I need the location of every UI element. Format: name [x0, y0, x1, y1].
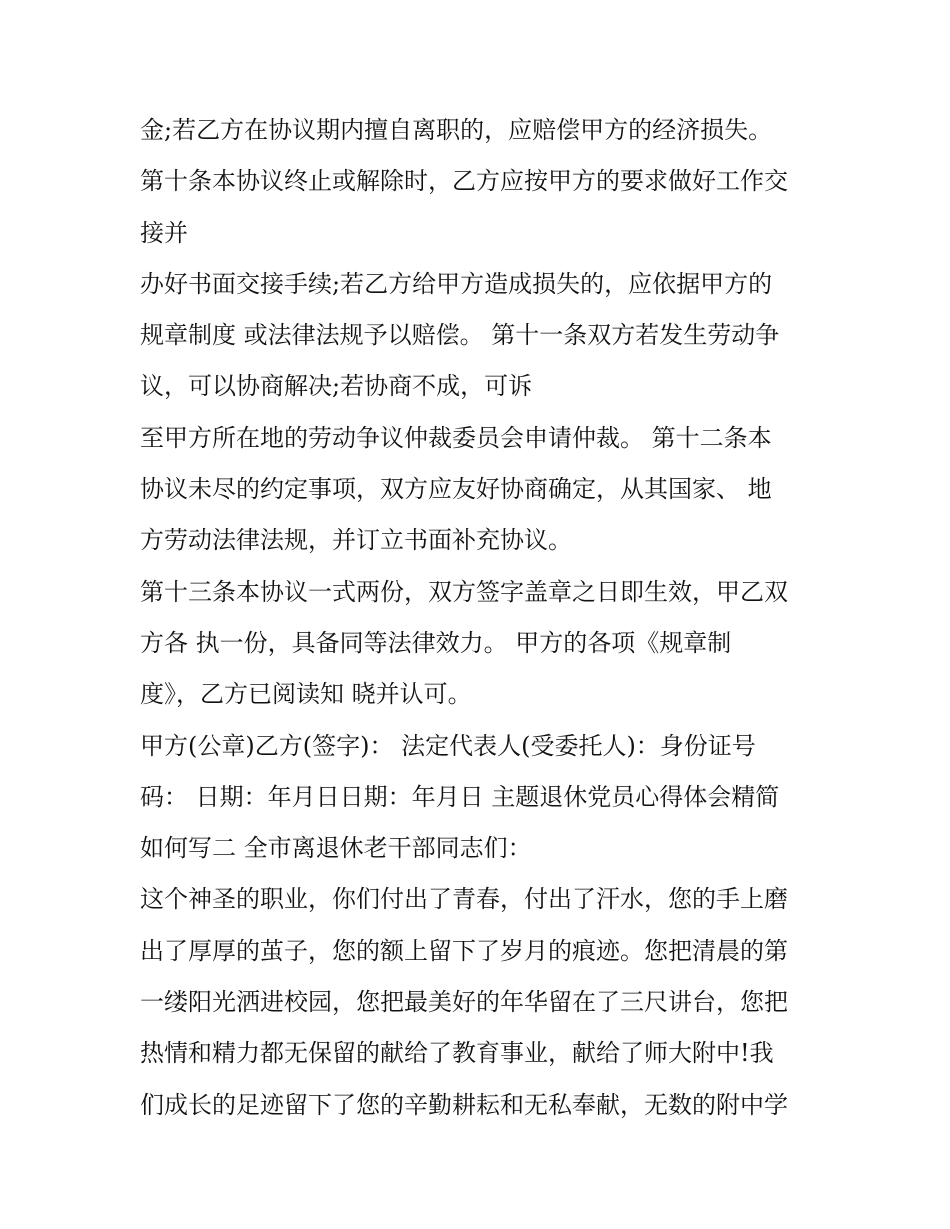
- text-line: 码： 日期：年月日日期：年月日 主题退休党员心得体会精简: [140, 782, 780, 811]
- text-line: 第十三条本协议一式两份，双方签字盖章之日即生效，甲乙双: [140, 577, 788, 606]
- text-line: 协议未尽的约定事项，双方应友好协商确定，从其国家、 地: [140, 475, 772, 504]
- text-line: 金;若乙方在协议期内擅自离职的，应赔偿甲方的经济损失。: [140, 116, 773, 144]
- text-line: 如何写二 全市离退休老干部同志们：: [140, 834, 532, 863]
- document-body: [140, 105, 830, 1131]
- text-line: 度》，乙方已阅读知 晓并认可。: [140, 680, 472, 709]
- text-line: 出了厚厚的茧子，您的额上留下了岁月的痕迹。您把清晨的第: [140, 936, 788, 965]
- text-line: 接并: [140, 218, 188, 247]
- text-line: 这个神圣的职业，你们付出了青春，付出了汗水，您的手上磨: [140, 885, 788, 914]
- text-line: 至甲方所在地的劳动争议仲裁委员会申请仲裁。 第十二条本: [140, 423, 772, 452]
- text-line: 热情和精力都无保留的献给了教育事业，献给了师大附中!我: [140, 1039, 774, 1068]
- text-line: 第十条本协议终止或解除时，乙方应按甲方的要求做好工作交: [140, 167, 788, 196]
- text-line: 规章制度 或法律法规予以赔偿。 第十一条双方若发生劳动争: [140, 321, 780, 350]
- text-line: 议，可以协商解决;若协商不成，可诉: [140, 372, 533, 401]
- text-line: 们成长的足迹留下了您的辛勤耕耘和无私奉献，无数的附中学: [140, 1090, 788, 1119]
- text-line: 方劳动法律法规，并订立书面补充协议。: [140, 526, 572, 555]
- text-line: 办好书面交接手续;若乙方给甲方造成损失的，应依据甲方的: [140, 269, 773, 298]
- text-line: 甲方(公章)乙方(签字)： 法定代表人(受委托人)：身份证号: [140, 731, 756, 760]
- text-line: 一缕阳光洒进校园，您把最美好的年华留在了三尺讲台，您把: [140, 988, 788, 1017]
- text-line: 方各 执一份，具备同等法律效力。 甲方的各项《规章制: [140, 628, 732, 657]
